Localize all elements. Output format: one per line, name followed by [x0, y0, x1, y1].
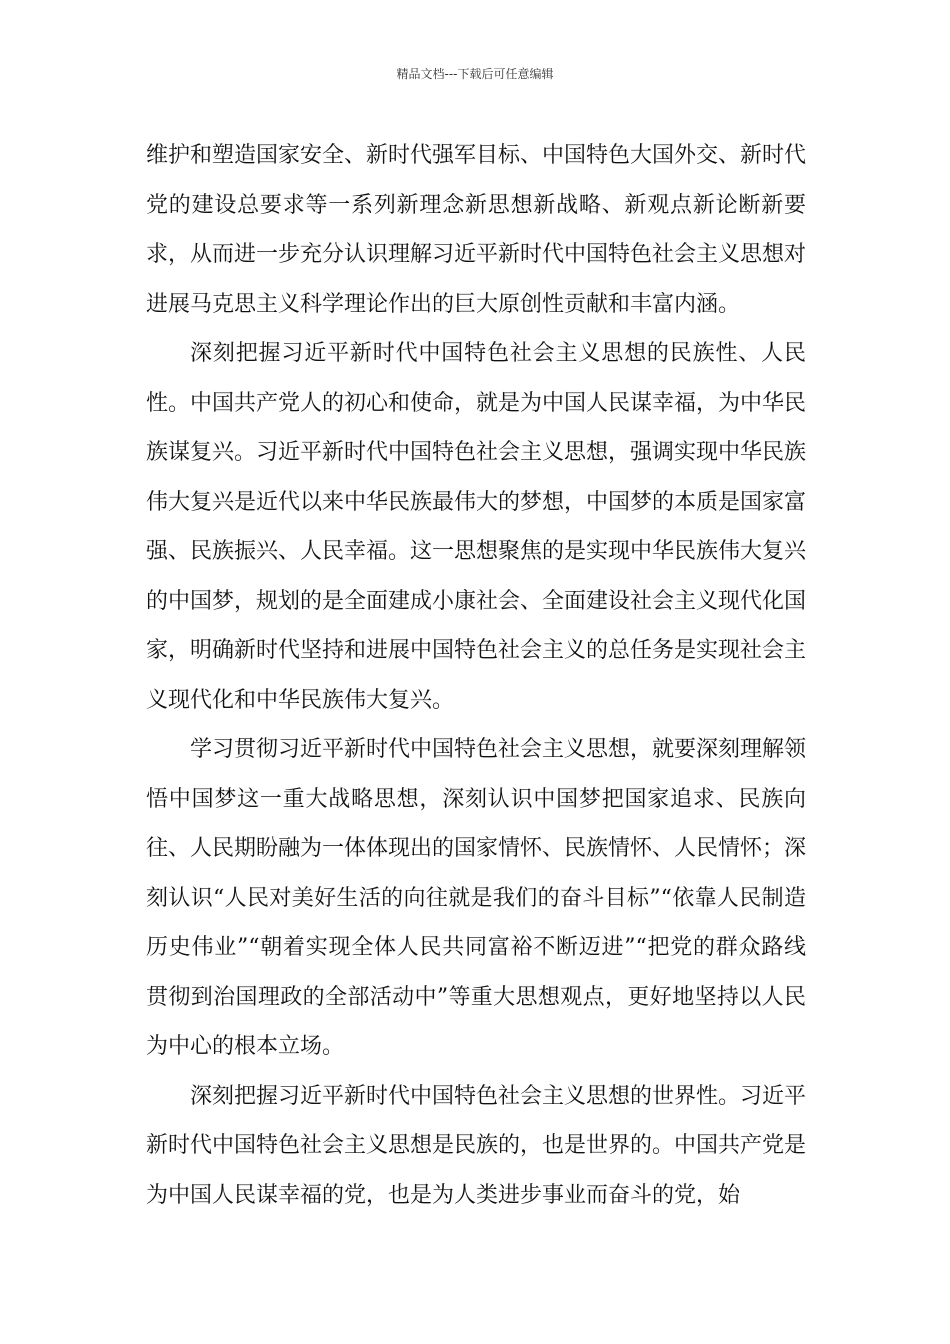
paragraph-4: 深刻把握习近平新时代中国特色社会主义思想的世界性。习近平新时代中国特色社会主义思想是民族的，也是世界的。中国共产党是为中国人民谋幸福的党，也是为人类进步事业而奋斗的党，始 [146, 1083, 807, 1208]
page-header: 精品文档---下载后可任意编辑 [396, 67, 554, 81]
document-body [146, 131, 806, 1220]
paragraph-2: 深刻把握习近平新时代中国特色社会主义思想的民族性、人民性。中国共产党人的初心和使命，就是为中国人民谋幸福，为中华民族谋复兴。习近平新时代中国特色社会主义思想，强调实现中华民族伟大复兴是近代以来中华民族最伟大的梦想，中国梦的本质是国家富强、民族振兴、人民幸福。这一思想聚焦的是实现中华民族伟大复兴的中国梦，规划的是全面建成小康社会、全面建设社会主义现代化国家，明确新时代坚持和进展中国特色社会主义的总任务是实现社会主义现代化和中华民族伟大复兴。 [146, 341, 807, 713]
paragraph-3: 学习贯彻习近平新时代中国特色社会主义思想，就要深刻理解领悟中国梦这一重大战略思想，深刻认识中国梦把国家追求、民族向往、人民期盼融为一体体现出的国家情怀、民族情怀、人民情怀；深刻认识“人民对美好生活的向往就是我们的奋斗目标”“依靠人民制造历史伟业”“朝着实现全体人民共同富裕不断迈进”“把党的群众路线贯彻到治国理政的全部活动中”等重大思想观点，更好地坚持以人民为中心的根本立场。 [146, 737, 807, 1059]
paragraph-1: 维护和塑造国家安全、新时代强军目标、中国特色大国外交、新时代党的建设总要求等一系列新理念新思想新战略、新观点新论断新要求，从而进一步充分认识理解习近平新时代中国特色社会主义思想对进展马克思主义科学理论作出的巨大原创性贡献和丰富内涵。 [146, 143, 807, 317]
